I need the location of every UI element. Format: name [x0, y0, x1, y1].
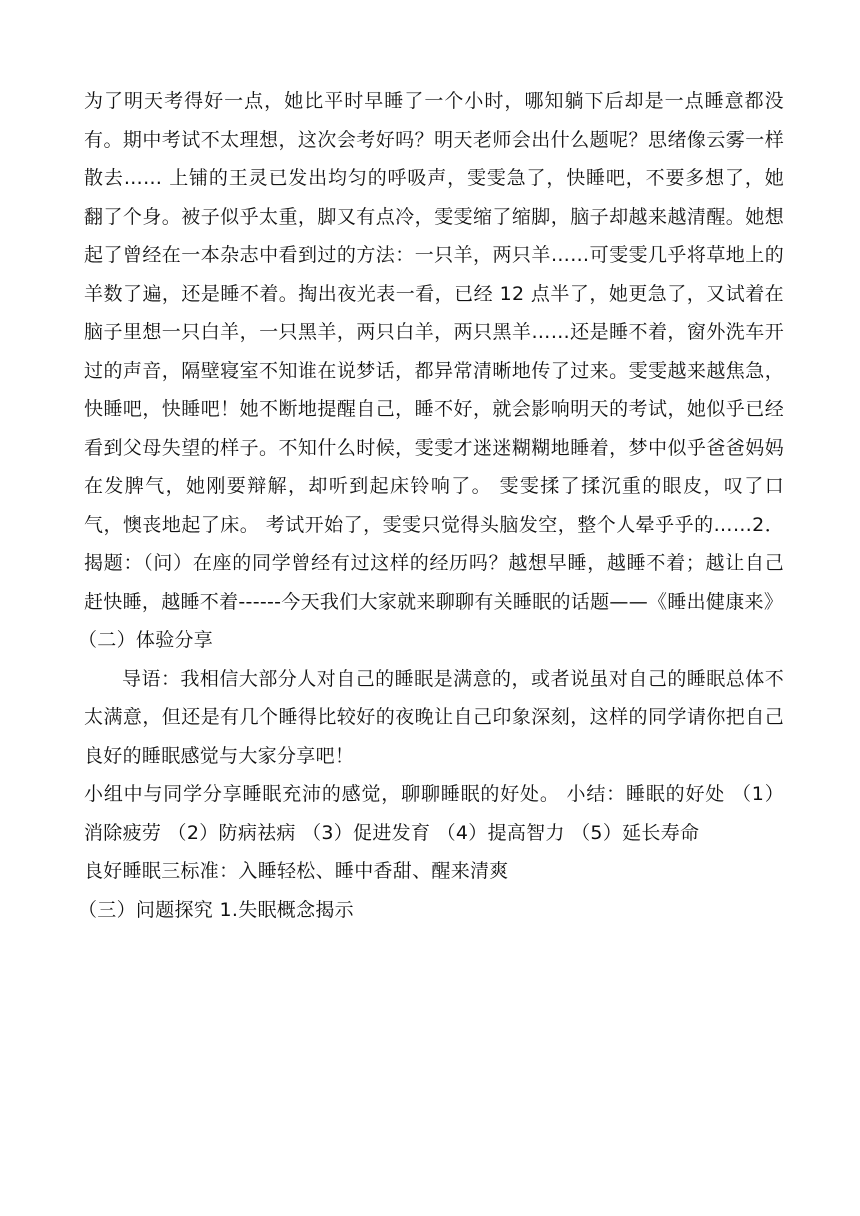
sleep-benefits-paragraph: 小组中与同学分享睡眠充沛的感觉，聊聊睡眠的好处。 小结：睡眠的好处 （1）消除疲劳 （2）防病祛病 （3）促进发育 （4）提高智力 （5）延长寿命 [84, 783, 784, 844]
document-body [78, 82, 784, 929]
sleep-standards-paragraph: 良好睡眠三标准：入睡轻松、睡中香甜、醒来清爽 [84, 860, 509, 882]
story-paragraph: 为了明天考得好一点，她比平时早睡了一个小时，哪知躺下后却是一点睡意都没有。期中考试不太理想，这次会考好吗？明天老师会出什么题呢？思绪像云雾一样散去…… 上铺的王灵已发出均匀的呼吸声，雯雯急了，快睡吧，不要多想了，她翻了个身。被子似乎太重，脚又有点冷，雯雯缩了缩脚，脑子却越来越清醒。她想起了曾经在一本杂志中看到过的方法：一只羊，两只羊……可雯雯几乎将草地上的羊数了遍，还是睡不着。掏出夜光表一看，已经 12 点半了，她更急了，又试着在脑子里想一只白羊，一只黑羊，两只白羊，两只黑羊……还是睡不着，窗外洗车开过的声音，隔壁寝室不知谁在说梦话，都异常清晰地传了过来。雯雯越来越焦急，快睡吧，快睡吧！她不断地提醒自己，睡不好，就会影响明天的考试，她似乎已经看到父母失望的样子。不知什么时候，雯雯才迷迷糊糊地睡着，梦中似乎爸爸妈妈在发脾气，她刚要辩解，却听到起床铃响了。 雯雯揉了揉沉重的眼皮，叹了口气，懊丧地起了床。 考试开始了，雯雯只觉得头脑发空，整个人晕乎乎的……2．揭题：（问）在座的同学曾经有过这样的经历吗？越想早睡，越睡不着；越让自己赶快睡，越睡不着------今天我们大家就来聊聊有关睡眠的话题——《睡出健康来》 [84, 90, 784, 613]
intro-paragraph: 导语：我相信大部分人对自己的睡眠是满意的，或者说虽对自己的睡眠总体不太满意，但还是有几个睡得比较好的夜晚让自己印象深刻，这样的同学请你把自己良好的睡眠感觉与大家分享吧！ [84, 667, 784, 767]
section-heading-problem-exploration: （三）问题探究 1.失眠概念揭示 [78, 898, 354, 921]
section-heading-experience-sharing: （二）体验分享 [78, 629, 214, 651]
